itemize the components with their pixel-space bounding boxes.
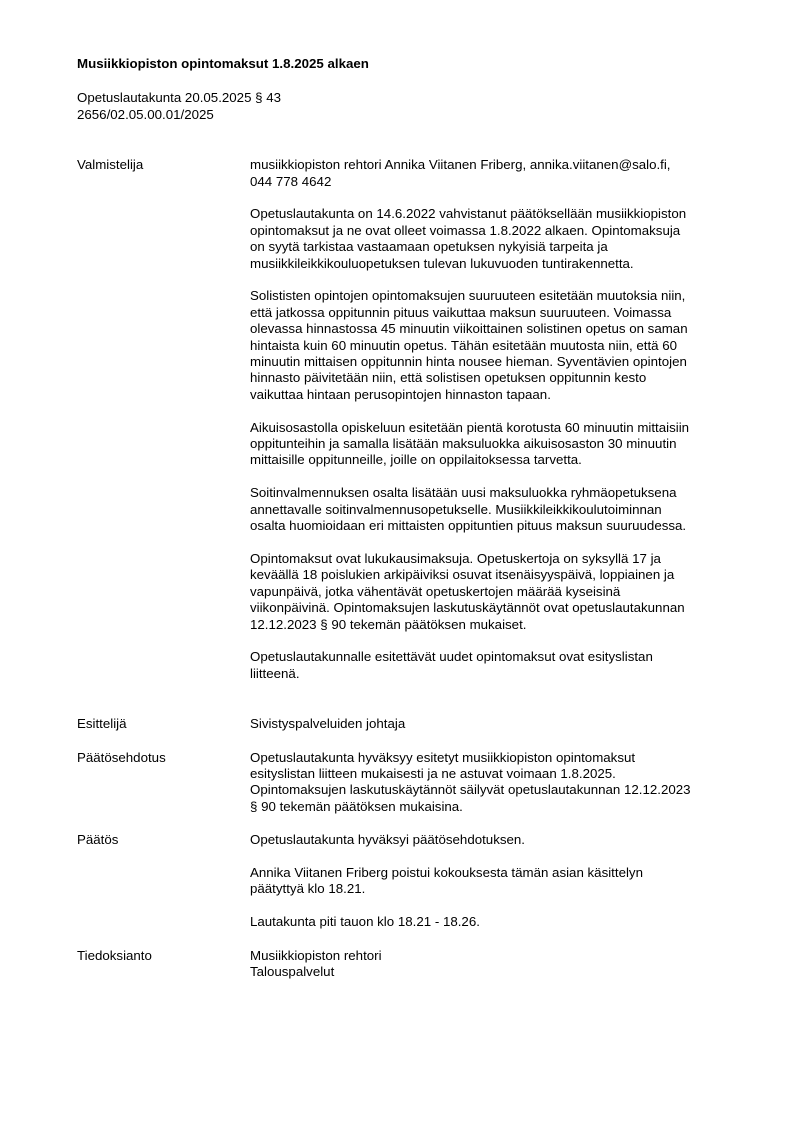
body-paragraph <box>250 206 737 272</box>
proposal-paragraph <box>250 750 737 816</box>
text-line: että jatkossa oppitunnin pituus vaikuttaa maksun suuruuteen. Voimassa <box>250 304 672 320</box>
text-line: Solististen opintojen opintomaksujen suuruuteen esitetään muutoksia niin, <box>250 288 686 304</box>
document-title: Musiikkiopiston opintomaksut 1.8.2025 alkaen <box>77 56 369 71</box>
body-paragraph <box>250 288 737 403</box>
recipient-item: Talouspalvelut <box>250 963 335 979</box>
text-line: mittaisille oppitunneille, joille on oppilaitoksessa tarvetta. <box>250 452 582 468</box>
section-label-paatosehdotus: Päätösehdotus <box>77 749 166 765</box>
section-paatos <box>77 832 737 930</box>
text-line: Soitinvalmennuksen osalta lisätään uusi maksuluokka ryhmäopetuksena <box>250 485 677 501</box>
text-line: vaikuttaa hintaan perusopintojen hinnaston tapaan. <box>250 386 551 402</box>
section-esittelija <box>77 716 737 732</box>
document-meta <box>77 90 737 123</box>
body-paragraph <box>250 649 737 682</box>
text-line: Annika Viitanen Friberg poistui kokouksesta tämän asian käsittelyn <box>250 864 643 880</box>
text-line: musiikkileikkikouluopetuksen tulevan lukuvuoden tuntirakennetta. <box>250 255 634 271</box>
text-line: annettavalle soitinvalmennusopetukselle. Musiikkileikkikoulutoiminnan <box>250 501 662 517</box>
text-line: hintaista kuin 60 minuutin opetus. Tähän esitetään muutosta niin, että 60 <box>250 337 678 353</box>
recipients-list <box>250 948 737 981</box>
document-page <box>77 56 737 980</box>
text-line: § 90 tekemän päätöksen mukaisina. <box>250 798 463 814</box>
decision-text: Opetuslautakunta hyväksyi päätösehdotuksen. <box>250 832 525 848</box>
text-line: vapunpäivä, jotka vähentävät opetuskertojen määrää kyseisinä <box>250 583 621 599</box>
preparer-paragraph <box>250 157 737 190</box>
recipient-item: Musiikkiopiston rehtori <box>250 947 382 963</box>
case-number: 2656/02.05.00.01/2025 <box>77 106 214 122</box>
text-line: oppitunteihin ja samalla lisätään maksuluokka aikuisosaston 30 minuutin <box>250 436 677 452</box>
text-line: musiikkiopiston rehtori Annika Viitanen Friberg, annika.viitanen@salo.fi, <box>250 157 671 173</box>
section-content-paatosehdotus <box>250 750 737 816</box>
text-line: olevassa hinnastossa 45 minuutin viikoittainen solistinen opetus on saman <box>250 321 688 337</box>
text-line: liitteenä. <box>250 665 300 681</box>
text-line: keväällä 18 poislukien arkipäiviksi osuvat itsenäisyyspäivä, loppiainen ja <box>250 567 675 583</box>
section-content-esittelija <box>250 716 737 732</box>
body-paragraph <box>250 485 737 534</box>
text-line: esityslistan liitteen mukaisesti ja ne astuvat voimaan 1.8.2025. <box>250 765 616 781</box>
text-line: viikonpäivinä. Opintomaksujen laskutuskäytännöt ovat opetuslautakunnan <box>250 600 685 616</box>
section-content-paatos <box>250 832 737 930</box>
body-paragraph <box>250 551 737 633</box>
section-label-tiedoksianto: Tiedoksianto <box>77 947 152 963</box>
text-line: Opetuslautakunta on 14.6.2022 vahvistanut päätöksellään musiikkiopiston <box>250 206 687 222</box>
text-line: Opintomaksujen laskutuskäytännöt säilyvät opetuslautakunnan 12.12.2023 <box>250 782 691 798</box>
text-line: on syytä tarkistaa vastaamaan opetuksen nykyisiä tarpeita ja <box>250 239 608 255</box>
break-note: Lautakunta piti tauon klo 18.21 - 18.26. <box>250 914 480 930</box>
section-label-esittelija: Esittelijä <box>77 716 127 732</box>
section-tiedoksianto <box>77 948 737 981</box>
section-content-valmistelija <box>250 157 737 682</box>
text-line: 044 778 4642 <box>250 173 332 189</box>
text-line: Aikuisosastolla opiskeluun esitetään pientä korotusta 60 minuutin mittaisiin <box>250 419 690 435</box>
section-valmistelija <box>77 157 737 682</box>
text-line: Opintomaksut ovat lukukausimaksuja. Opetuskertoja on syksyllä 17 ja <box>250 550 661 566</box>
section-label-valmistelija: Valmistelija <box>77 157 144 173</box>
presenter-text: Sivistyspalveluiden johtaja <box>250 716 406 732</box>
section-label-paatos: Päätös <box>77 832 119 848</box>
text-line: osalta huomioidaan eri mittaisten oppituntien pituus maksun suuruudessa. <box>250 518 687 534</box>
text-line: hinnasto päivitetään niin, että solistisen opetuksen oppitunnin kesto <box>250 370 647 386</box>
meeting-reference: Opetuslautakunta 20.05.2025 § 43 <box>77 90 282 106</box>
text-line: 12.12.2023 § 90 tekemän päätöksen mukaiset. <box>250 616 527 632</box>
body-paragraph <box>250 420 737 469</box>
text-line: Opetuslautakunnalle esitettävät uudet opintomaksut ovat esityslistan <box>250 649 653 665</box>
text-line: opintomaksut ja ne ovat olleet voimassa 1.8.2022 alkaen. Opintomaksuja <box>250 222 681 238</box>
text-line: minuutin mittaisen oppitunnin hinta nousee hieman. Syventävien opintojen <box>250 354 687 370</box>
decision-note <box>250 865 737 898</box>
section-content-tiedoksianto <box>250 948 737 981</box>
section-paatosehdotus <box>77 750 737 816</box>
text-line: Opetuslautakunta hyväksyy esitetyt musiikkiopiston opintomaksut <box>250 749 636 765</box>
text-line: päätyttyä klo 18.21. <box>250 881 366 897</box>
